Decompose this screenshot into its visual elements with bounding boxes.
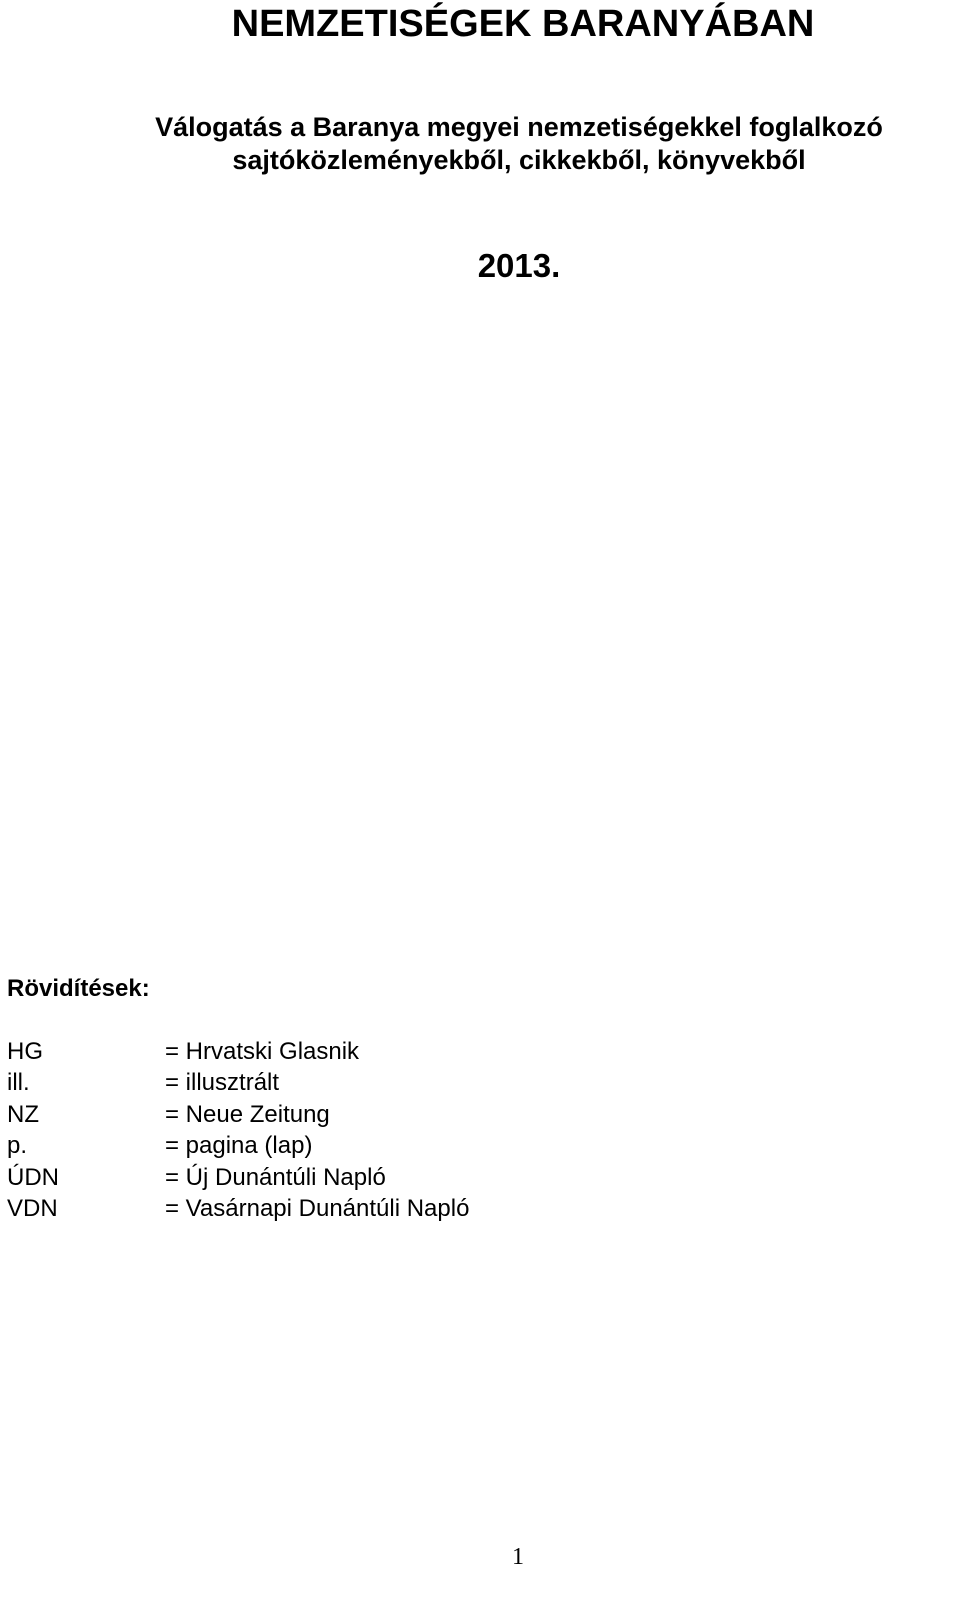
abbreviation-term: p. <box>7 1132 28 1160</box>
abbreviations-heading: Rövidítések: <box>7 975 150 1002</box>
abbreviation-term: NZ <box>7 1100 39 1128</box>
abbreviation-definition: = Új Dunántúli Napló <box>165 1163 386 1191</box>
abbreviation-term: VDN <box>7 1194 58 1222</box>
abbreviation-definition: = Hrvatski Glasnik <box>165 1038 360 1065</box>
abbreviation-row <box>7 1036 469 1067</box>
abbreviation-definition: = pagina (lap) <box>165 1132 313 1160</box>
abbreviation-term: ÚDN <box>7 1163 59 1191</box>
subtitle-line: Válogatás a Baranya megyei nemzetiségekkel foglalkozó <box>155 112 883 142</box>
abbreviation-term: HG <box>7 1038 43 1065</box>
abbreviation-row <box>7 1067 469 1098</box>
abbreviation-definition: = Vasárnapi Dunántúli Napló <box>165 1194 470 1222</box>
subtitle-line: sajtóközleményekből, cikkekből, könyvekből <box>232 145 806 175</box>
abbreviation-row <box>7 1130 469 1161</box>
document-year: 2013. <box>477 247 561 284</box>
abbreviation-row <box>7 1099 469 1130</box>
page-number: 1 <box>512 1544 524 1570</box>
abbreviation-definition: = illusztrált <box>165 1069 280 1097</box>
document-subtitle <box>0 111 960 177</box>
abbreviation-definition: = Neue Zeitung <box>165 1100 330 1128</box>
abbreviation-row <box>7 1162 469 1193</box>
document-title: NEMZETISÉGEK BARANYÁBAN <box>231 3 815 45</box>
abbreviations-list <box>7 1036 469 1224</box>
abbreviation-row <box>7 1193 469 1224</box>
abbreviation-term: ill. <box>7 1069 30 1097</box>
